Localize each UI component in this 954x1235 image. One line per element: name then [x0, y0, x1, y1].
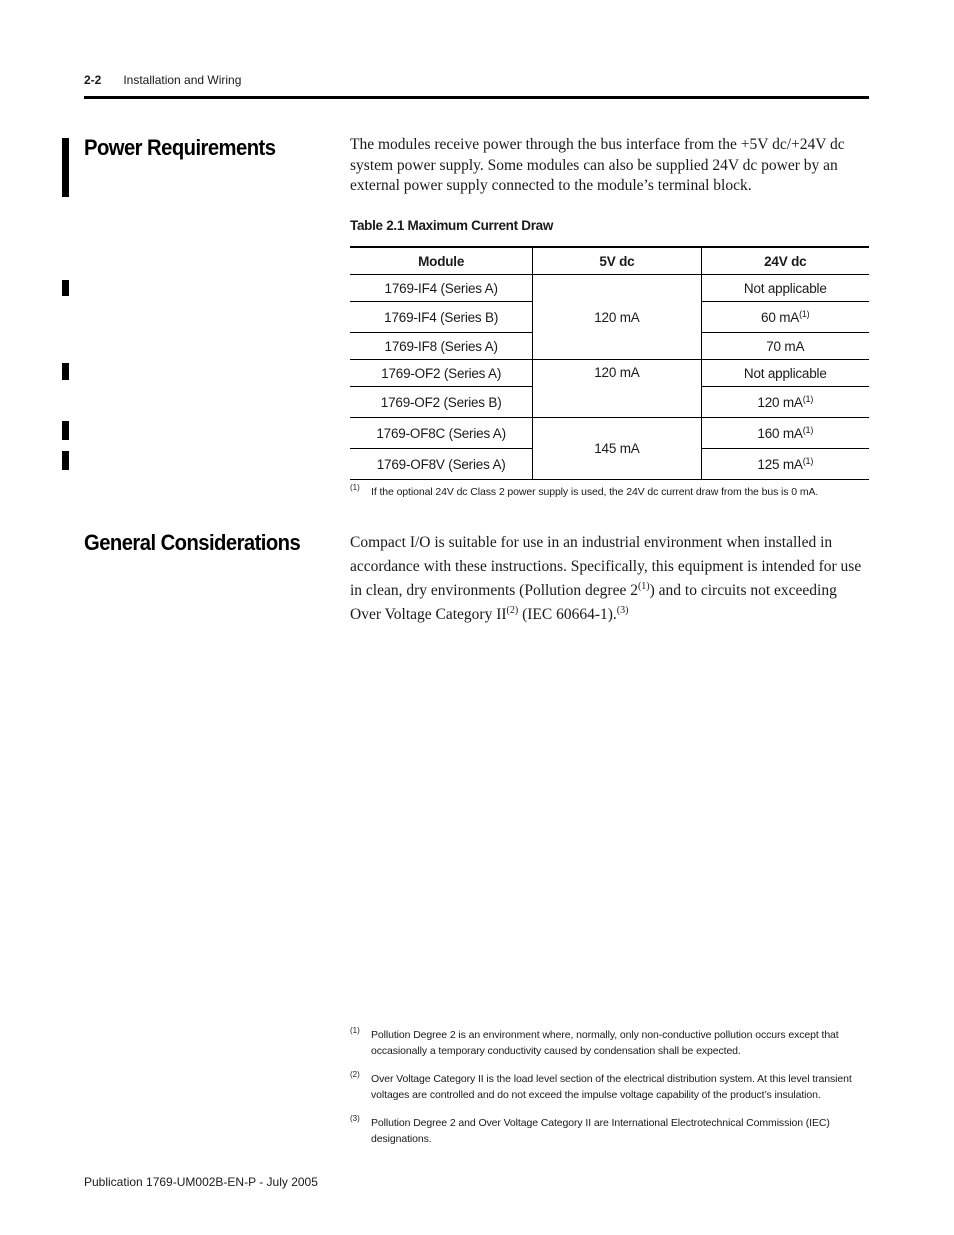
- cell-24v-value: 120 mA: [757, 394, 803, 410]
- general-text-2: ) and to circuits not exceeding Over Voltage Category II: [350, 582, 837, 623]
- cell-module: 1769-OF2 (Series B): [350, 387, 533, 418]
- section-heading-power: Power Requirements: [84, 135, 276, 160]
- footnote-text: Over Voltage Category II is the load level section of the electrical distribution system. At this level transient voltages are controlled and do not exceed the impulse voltage capability of the product’s insulation.: [371, 1073, 852, 1101]
- table-row: [350, 418, 869, 449]
- cell-24v: Not applicable: [701, 360, 869, 387]
- footnote-text: Pollution Degree 2 and Over Voltage Category II are International Electrotechnical Commission (IEC) designations.: [371, 1117, 830, 1145]
- footnote-mark: (2): [350, 1070, 360, 1079]
- footnote-text: Pollution Degree 2 is an environment where, normally, only non-conductive pollution occurs except that occasionally a temporary conductivity caused by condensation shall be expected.: [371, 1029, 839, 1057]
- cell-24v: [701, 302, 869, 333]
- cell-24v: [701, 449, 869, 480]
- footnote-mark: (3): [350, 1114, 360, 1123]
- table-row: [350, 275, 869, 302]
- footnote-mark: (1): [350, 1026, 360, 1035]
- footnote-ref: (1): [799, 308, 810, 319]
- footnote-ref: (1): [637, 581, 650, 592]
- table-row: [350, 360, 869, 387]
- chapter-title: Installation and Wiring: [123, 73, 242, 87]
- cell-24v-value: 125 mA: [757, 456, 803, 472]
- general-text-3: (IEC 60664-1).: [518, 606, 617, 623]
- cell-module: 1769-IF4 (Series B): [350, 302, 533, 333]
- publication-footer: Publication 1769-UM002B-EN-P - July 2005: [84, 1175, 318, 1189]
- header-24v: 24V dc: [701, 247, 869, 275]
- cell-5v: 120 mA: [533, 360, 701, 418]
- general-paragraph: [350, 531, 870, 627]
- footnote-ref: (3): [616, 605, 629, 616]
- general-text-1: Compact I/O is suitable for use in an industrial environment when installed in accordance with these instructions. Specifically, this equipment is intended for use in clean, dry environments (Pollution degree 2: [350, 534, 862, 599]
- running-header: [84, 73, 241, 87]
- table-caption: Table 2.1 Maximum Current Draw: [350, 218, 554, 233]
- footnote-ref: (1): [802, 455, 814, 466]
- footnote-ref: (1): [802, 424, 814, 435]
- header-module: Module: [350, 247, 533, 275]
- header-5v: 5V dc: [533, 247, 701, 275]
- change-bar: [62, 451, 69, 470]
- cell-24v: Not applicable: [701, 275, 869, 302]
- footnote-ref: (2): [506, 605, 519, 616]
- table-footnote: If the optional 24V dc Class 2 power supply is used, the 24V dc current draw from the bus is 0 mA.: [371, 486, 819, 498]
- power-paragraph: The modules receive power through the bus interface from the +5V dc/+24V dc system power supply. Some modules can also be supplied 24V dc power by an external power supply connected to the module’s terminal block.: [350, 136, 845, 194]
- footnote-ref: (1): [802, 393, 814, 404]
- header-rule: [84, 96, 869, 99]
- change-bar: [62, 421, 69, 440]
- cell-module: 1769-OF2 (Series A): [350, 360, 533, 387]
- cell-24v: [701, 387, 869, 418]
- table-footnote-mark: (1): [350, 483, 360, 492]
- change-bar: [62, 280, 69, 296]
- page-number: 2-2: [84, 73, 102, 87]
- cell-5v: 145 mA: [533, 418, 701, 480]
- cell-module: 1769-IF4 (Series A): [350, 275, 533, 302]
- cell-24v-value: 60 mA: [761, 309, 800, 325]
- table-header-row: [350, 247, 869, 275]
- current-draw-table: [350, 246, 869, 480]
- cell-24v: 70 mA: [701, 333, 869, 360]
- cell-5v: 120 mA: [533, 275, 701, 360]
- change-bar: [62, 363, 69, 380]
- cell-24v-value: 160 mA: [757, 425, 803, 441]
- change-bar: [62, 138, 69, 197]
- cell-module: 1769-IF8 (Series A): [350, 333, 533, 360]
- cell-module: 1769-OF8C (Series A): [350, 418, 533, 449]
- cell-module: 1769-OF8V (Series A): [350, 449, 533, 480]
- cell-24v: [701, 418, 869, 449]
- section-heading-general: General Considerations: [84, 530, 301, 555]
